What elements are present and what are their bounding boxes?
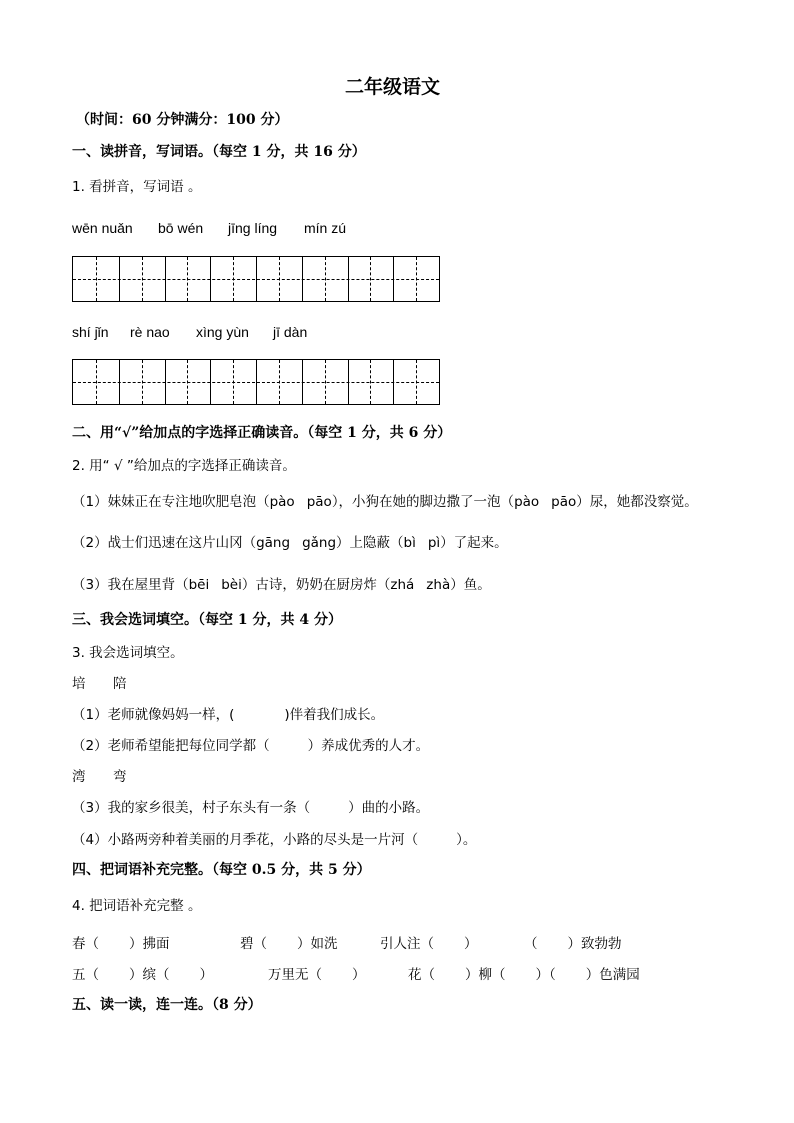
item-text: ）鱼。 [450, 577, 491, 593]
item-text: （3）我在屋里背（ [72, 577, 189, 593]
grid-cell-midline [325, 257, 326, 301]
pronunciation-item-2 [72, 531, 508, 551]
item-text: （1）妹妹正在专注地吹肥皂泡（ [72, 494, 270, 510]
option-bi4[interactable]: bì [403, 535, 416, 551]
idiom-text: （ [524, 936, 538, 952]
option-pi4[interactable]: pì [427, 535, 441, 551]
sentence-text: （2）老师希望能把每位同学都（ [72, 738, 270, 754]
pinyin-5: shí jǐn [72, 324, 109, 340]
grid-cell-border [210, 360, 211, 404]
option-zha4[interactable]: zhà [426, 577, 451, 593]
grid-cell-border [119, 257, 120, 301]
pronunciation-item-3 [72, 573, 491, 593]
grid-cell-midline [233, 257, 234, 301]
idiom-text: ）（ [535, 967, 556, 983]
idiom-text: ）柳（ [465, 967, 506, 983]
idiom-5 [72, 963, 213, 983]
writing-grid-row-2[interactable] [72, 359, 440, 405]
idiom-3 [380, 932, 478, 952]
grid-cell-midline [370, 360, 371, 404]
idiom-1 [72, 932, 170, 952]
idiom-text: ）拂面 [129, 936, 170, 952]
grid-cell-border [348, 257, 349, 301]
item-text: ），小狗在她的脚边撒了一泡（ [331, 494, 515, 510]
exam-info: （时间：60 分钟满分：100 分） [76, 112, 289, 128]
idiom-4 [524, 932, 622, 952]
grid-cell-midline [416, 360, 417, 404]
sentence-text: ）曲的小路。 [348, 800, 430, 816]
grid-cell-midline [325, 360, 326, 404]
word-choice-1: 培 [72, 676, 86, 692]
idiom-6 [268, 963, 366, 983]
idiom-text: ）色满园 [585, 967, 640, 983]
item-text: ）尿，她都没察觉。 [576, 494, 698, 510]
option-pao1[interactable]: pāo [551, 494, 577, 510]
pinyin-6: rè nao [130, 324, 170, 340]
section-2-heading: 二、用“√”给加点的字选择正确读音。（每空 1 分，共 6 分） [72, 425, 452, 441]
idiom-text: ） [352, 967, 366, 983]
fill-sentence-2 [72, 734, 429, 754]
idiom-text: ） [199, 967, 213, 983]
page-title: 二年级语文 [345, 76, 441, 98]
grid-cell-midline [279, 360, 280, 404]
idiom-text: 花（ [408, 967, 435, 983]
option-gang1[interactable]: gāng [256, 535, 291, 551]
item-text: ）上隐蔽（ [336, 535, 404, 551]
sentence-text: ）。 [456, 832, 477, 848]
grid-cell-border [256, 257, 257, 301]
idiom-text: ）致勃勃 [567, 936, 622, 952]
idiom-text: ）缤（ [129, 967, 170, 983]
grid-cell-border [302, 257, 303, 301]
item-text: ）古诗，奶奶在厨房炸（ [241, 577, 391, 593]
idiom-2 [240, 932, 338, 952]
question-2: 2. 用“ √ ”给加点的字选择正确读音。 [72, 458, 296, 474]
grid-cell-midline [279, 257, 280, 301]
question-4: 4. 把词语补充完整 。 [72, 898, 202, 914]
word-choice-4: 弯 [113, 769, 127, 785]
fill-sentence-1 [72, 703, 384, 723]
grid-cell-border [348, 360, 349, 404]
item-text: （2）战士们迅速在这片山冈（ [72, 535, 257, 551]
fill-sentence-3 [72, 796, 429, 816]
sentence-text: （4）小路两旁种着美丽的月季花，小路的尽头是一片河（ [72, 832, 419, 848]
sentence-text: ）养成优秀的人才。 [307, 738, 430, 754]
question-3: 3. 我会选词填空。 [72, 645, 184, 661]
question-1: 1. 看拼音，写词语 。 [72, 179, 202, 195]
pinyin-3: jīng líng [228, 220, 278, 236]
section-3-heading: 三、我会选词填空。（每空 1 分，共 4 分） [72, 612, 342, 628]
section-1-heading: 一、读拼音，写词语。（每空 1 分，共 16 分） [72, 144, 366, 160]
grid-cell-midline [187, 360, 188, 404]
grid-cell-border [165, 360, 166, 404]
writing-grid-row-1[interactable] [72, 256, 440, 302]
grid-cell-border [165, 257, 166, 301]
grid-cell-border [302, 360, 303, 404]
idiom-text: 五（ [72, 967, 99, 983]
sentence-text: （3）我的家乡很美，村子东头有一条（ [72, 800, 311, 816]
grid-cell-midline [96, 360, 97, 404]
grid-cell-midline [96, 257, 97, 301]
pinyin-8: jī dàn [273, 324, 308, 340]
option-pao1[interactable]: pāo [306, 494, 332, 510]
sentence-text: )伴着我们成长。 [284, 707, 385, 723]
pinyin-2: bō wén [158, 220, 204, 236]
pronunciation-item-1 [72, 490, 698, 510]
idiom-7 [408, 963, 640, 983]
option-gang3[interactable]: gǎng [302, 535, 337, 551]
idiom-text: 万里无（ [268, 967, 322, 983]
idiom-text: 春（ [72, 936, 99, 952]
pinyin-4: mín zú [304, 220, 347, 236]
option-bei1[interactable]: bēi [188, 577, 210, 593]
grid-cell-border [393, 360, 394, 404]
fill-sentence-4 [72, 828, 476, 848]
word-choice-3: 湾 [72, 769, 86, 785]
option-bei4[interactable]: bèi [221, 577, 242, 593]
grid-cell-midline [142, 257, 143, 301]
pinyin-7: xìng yùn [196, 324, 249, 340]
grid-cell-midline [370, 257, 371, 301]
idiom-text: ）如洗 [297, 936, 338, 952]
section-5-heading: 五、读一读，连一连。（8 分） [72, 997, 262, 1013]
grid-cell-border [210, 257, 211, 301]
grid-cell-midline [142, 360, 143, 404]
pinyin-1: wēn nuǎn [72, 220, 133, 236]
section-4-heading: 四、把词语补充完整。（每空 0.5 分，共 5 分） [72, 862, 371, 878]
grid-cell-border [393, 257, 394, 301]
option-pao4[interactable]: pào [269, 494, 295, 510]
grid-cell-border [119, 360, 120, 404]
idiom-text: 碧（ [240, 936, 267, 952]
grid-cell-midline [233, 360, 234, 404]
option-zha2[interactable]: zhá [390, 577, 415, 593]
idiom-text: ） [464, 936, 478, 952]
word-choice-2: 陪 [113, 676, 127, 692]
idiom-text: 引人注（ [380, 936, 434, 952]
sentence-text: （1）老师就像妈妈一样，( [72, 707, 235, 723]
option-pao4[interactable]: pào [514, 494, 540, 510]
item-text: ）了起来。 [440, 535, 508, 551]
grid-cell-midline [187, 257, 188, 301]
grid-cell-midline [416, 257, 417, 301]
grid-cell-border [256, 360, 257, 404]
